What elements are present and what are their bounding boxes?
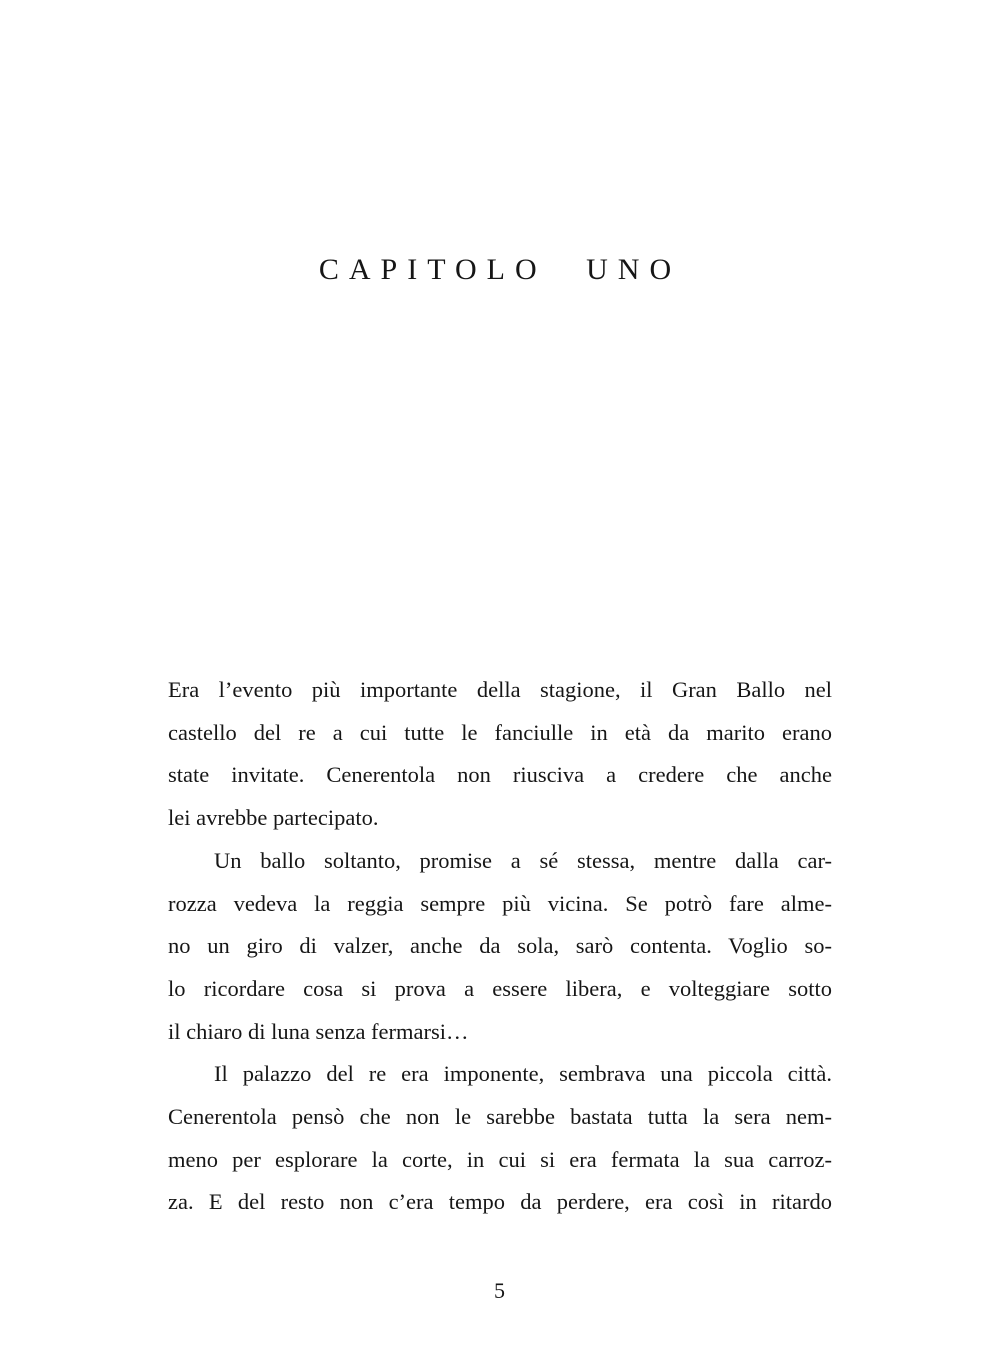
text-line: rozza vedeva la reggia sempre più vicina. Se potrò fare alme-	[168, 890, 832, 916]
text-line: castello del re a cui tutte le fanciulle in età da marito erano	[168, 719, 832, 745]
text-line: Il palazzo del re era imponente, sembrava una piccola città.	[214, 1061, 832, 1087]
text-line: Cenerentola pensò che non le sarebbe bastata tutta la sera nem-	[168, 1104, 832, 1130]
paragraph	[168, 669, 832, 840]
text-line: lo ricordare cosa si prova a essere libera, e volteggiare sotto	[168, 975, 832, 1001]
text-line: Un ballo soltanto, promise a sé stessa, mentre dalla car-	[214, 847, 832, 873]
text-line: meno per esplorare la corte, in cui si era fermata la sua carroz-	[168, 1146, 832, 1172]
chapter-title: CAPITOLO UNO	[318, 253, 682, 286]
text-line: za. E del resto non c’era tempo da perdere, era così in ritardo	[168, 1189, 832, 1215]
text-line: lei avrebbe partecipato.	[168, 805, 379, 831]
text-line: Era l’evento più importante della stagione, il Gran Ballo nel	[168, 677, 832, 702]
paragraph	[168, 840, 832, 1054]
page-number: 5	[494, 1278, 506, 1303]
paragraph	[168, 1053, 832, 1224]
body-text	[168, 669, 832, 1224]
text-line: state invitate. Cenerentola non riusciva a credere che anche	[168, 762, 832, 788]
text-line: no un giro di valzer, anche da sola, sarò contenta. Voglio so-	[168, 933, 832, 959]
text-line: il chiaro di luna senza fermarsi…	[168, 1018, 469, 1044]
